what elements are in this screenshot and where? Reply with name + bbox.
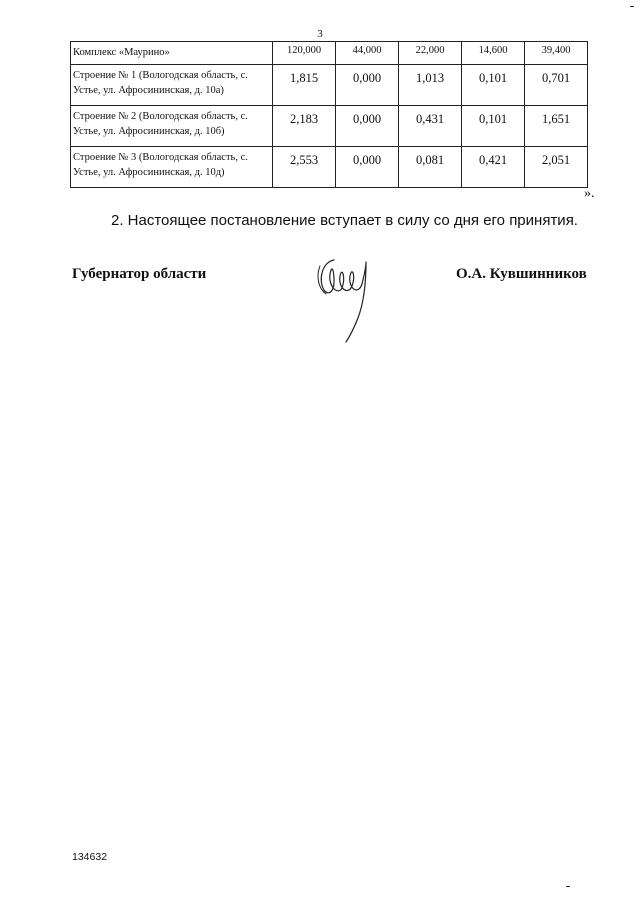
handwritten-signature (312, 252, 384, 344)
table-cell-value: 0,701 (525, 65, 588, 106)
table-cell-value: 1,651 (525, 106, 588, 147)
scan-mark (566, 886, 570, 887)
table-cell-value: 44,000 (336, 42, 399, 65)
table-cell-name: Строение № 2 (Вологодская область, с. Устье, ул. Афросининская, д. 10б) (71, 106, 273, 147)
table-cell-value: 0,101 (462, 106, 525, 147)
table-row (71, 147, 588, 188)
table-cell-value: 1,013 (399, 65, 462, 106)
table-cell-value: 0,000 (336, 65, 399, 106)
table-cell-value: 39,400 (525, 42, 588, 65)
table-cell-name: Строение № 3 (Вологодская область, с. Устье, ул. Афросининская, д. 10д) (71, 147, 273, 188)
clause-text: 2. Настоящее постановление вступает в силу со дня его принятия. (111, 212, 578, 229)
page-number: 3 (317, 28, 323, 40)
table-cell-value: 0,431 (399, 106, 462, 147)
table-cell-value: 0,081 (399, 147, 462, 188)
table-cell-value: 2,183 (273, 106, 336, 147)
data-table (70, 41, 588, 188)
signatory-name: О.А. Кувшинников (456, 266, 587, 282)
table-cell-value: 2,051 (525, 147, 588, 188)
table-row (71, 106, 588, 147)
table-cell-value: 2,553 (273, 147, 336, 188)
table-cell-value: 22,000 (399, 42, 462, 65)
table-cell-value: 0,421 (462, 147, 525, 188)
table-cell-value: 14,600 (462, 42, 525, 65)
table-cell-value: 0,101 (462, 65, 525, 106)
scan-mark (630, 6, 634, 7)
closing-quote: ». (584, 186, 595, 201)
table-cell-name: Строение № 1 (Вологодская область, с. Устье, ул. Афросининская, д. 10а) (71, 65, 273, 106)
table-cell-value: 1,815 (273, 65, 336, 106)
document-code: 134632 (72, 851, 108, 863)
table-row (71, 65, 588, 106)
table-row (71, 42, 588, 65)
table-cell-value: 0,000 (336, 147, 399, 188)
table-cell-value: 120,000 (273, 42, 336, 65)
table-cell-value: 0,000 (336, 106, 399, 147)
table-cell-name: Комплекс «Маурино» (71, 42, 273, 65)
signatory-title: Губернатор области (72, 266, 207, 282)
